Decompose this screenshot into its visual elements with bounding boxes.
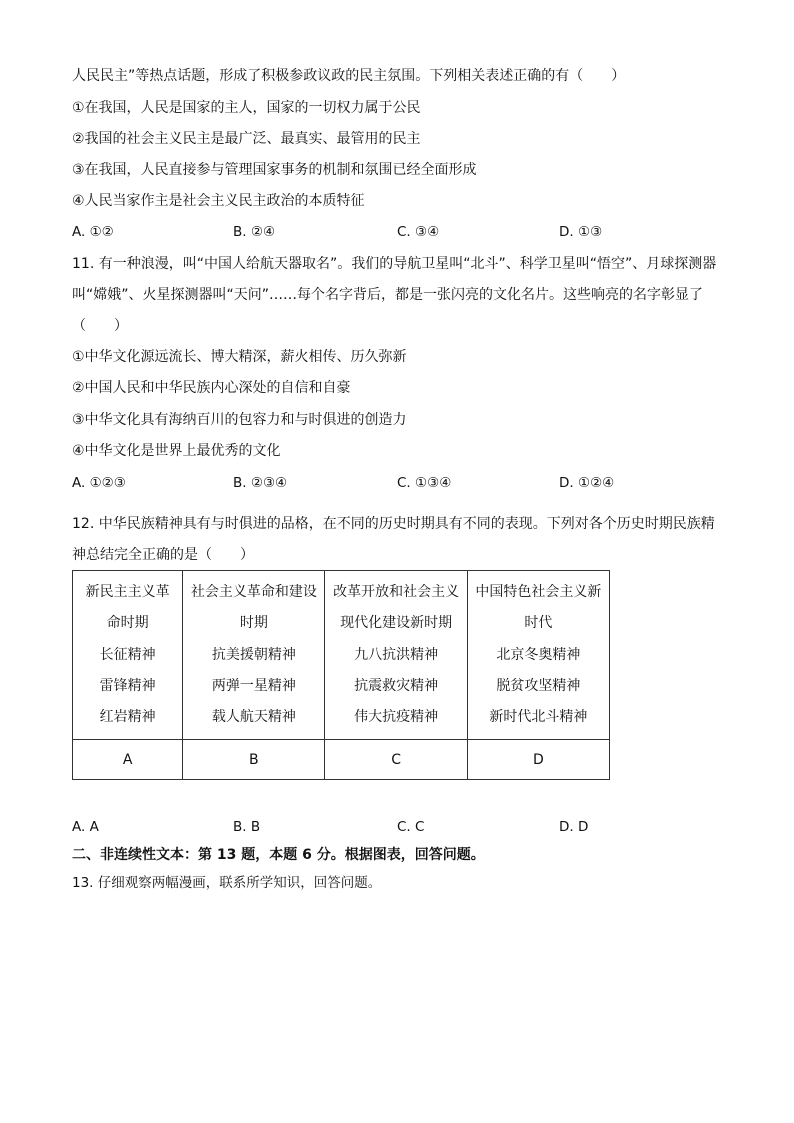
table-row bbox=[73, 740, 610, 780]
cell-line: 北京冬奥精神 bbox=[496, 646, 581, 663]
q10-statement-2: ②我国的社会主义民主是最广泛、最真实、最管用的民主 bbox=[72, 131, 421, 147]
cell-line: 新民主主义革 bbox=[85, 584, 170, 600]
table-cell-letter-b: B bbox=[183, 740, 325, 780]
q12-stem-line-1: 12. 中华民族精神具有与时俱进的品格，在不同的历史时期具有不同的表现。下列对各个历史时期民族精 bbox=[72, 516, 715, 532]
q10-options bbox=[72, 222, 712, 242]
cell-line: 两弹一星精神 bbox=[211, 677, 296, 694]
q12-stem-line-2: 神总结完全正确的是（ ） bbox=[72, 547, 254, 563]
table-cell-letter-d: D bbox=[467, 740, 609, 780]
cell-line: 新时代北斗精神 bbox=[489, 709, 588, 726]
cell-line: 九八抗洪精神 bbox=[354, 646, 439, 663]
q11-statement-4: ④中华文化是世界上最优秀的文化 bbox=[72, 443, 281, 459]
q11-statement-1: ①中华文化源远流长、博大精深，薪火相传、历久弥新 bbox=[72, 349, 407, 365]
cell-line: 长征精神 bbox=[99, 646, 156, 663]
q13-stem: 13. 仔细观察两幅漫画，联系所学知识，回答问题。 bbox=[72, 875, 382, 891]
q10-statement-1: ①在我国，人民是国家的主人，国家的一切权力属于公民 bbox=[72, 100, 421, 116]
q10-option-c[interactable]: C. ③④ bbox=[397, 224, 440, 240]
q11-stem-line-2: 叫“嫦娥”、火星探测器叫“天问”……每个名字背后，都是一张闪亮的文化名片。这些响亮的名字彰显了 bbox=[72, 287, 704, 303]
q12-option-b[interactable]: B. B bbox=[233, 819, 261, 835]
q12-option-a[interactable]: A. A bbox=[72, 819, 99, 835]
cell-line: 脱贫攻坚精神 bbox=[496, 677, 581, 694]
q11-option-a[interactable]: A. ①②③ bbox=[72, 475, 126, 491]
table-cell-column-c bbox=[325, 571, 467, 740]
section-heading: 二、非连续性文本：第 13 题，本题 6 分。根据图表，回答问题。 bbox=[72, 847, 485, 863]
q10-option-b[interactable]: B. ②④ bbox=[233, 224, 276, 240]
q11-statement-3: ③中华文化具有海纳百川的包容力和与时俱进的创造力 bbox=[72, 412, 407, 428]
q12-option-d[interactable]: D. D bbox=[559, 819, 589, 835]
q12-options bbox=[72, 817, 712, 837]
q10-option-a[interactable]: A. ①② bbox=[72, 224, 114, 240]
q11-option-d[interactable]: D. ①②④ bbox=[559, 475, 615, 491]
cell-line: 命时期 bbox=[106, 615, 149, 632]
q11-statement-2: ②中国人民和中华民族内心深处的自信和自豪 bbox=[72, 380, 351, 396]
cell-line: 载人航天精神 bbox=[211, 709, 296, 726]
q10-statement-4: ④人民当家作主是社会主义民主政治的本质特征 bbox=[72, 193, 365, 209]
cell-line: 改革开放和社会主义 bbox=[333, 584, 460, 600]
cell-line: 雷锋精神 bbox=[99, 677, 156, 694]
cell-line: 中国特色社会主义新 bbox=[475, 584, 602, 600]
q10-option-d[interactable]: D. ①③ bbox=[559, 224, 603, 240]
table-cell-letter-c: C bbox=[325, 740, 467, 780]
q10-stem-tail: 人民民主”等热点话题，形成了积极参政议政的民主氛围。下列相关表述正确的有（ ） bbox=[72, 68, 626, 84]
cell-line: 抗美援朝精神 bbox=[211, 646, 296, 663]
cell-line: 伟大抗疫精神 bbox=[354, 709, 439, 726]
table-cell-column-b bbox=[183, 571, 325, 740]
cell-line: 红岩精神 bbox=[99, 709, 156, 726]
cell-line: 时代 bbox=[524, 615, 553, 632]
cell-line: 时期 bbox=[239, 615, 268, 632]
q12-option-c[interactable]: C. C bbox=[397, 819, 425, 835]
table-cell-letter-a: A bbox=[73, 740, 183, 780]
q11-stem-line-1: 11. 有一种浪漫，叫“中国人给航天器取名”。我们的导航卫星叫“北斗”、科学卫星叫“悟空”、月球探测器 bbox=[72, 256, 717, 272]
cell-line: 社会主义革命和建设 bbox=[190, 584, 317, 600]
q10-statement-3: ③在我国，人民直接参与管理国家事务的机制和氛围已经全面形成 bbox=[72, 162, 477, 178]
q11-option-c[interactable]: C. ①③④ bbox=[397, 475, 452, 491]
table-cell-column-d bbox=[467, 571, 609, 740]
q11-stem-line-3: （ ） bbox=[72, 318, 128, 334]
cell-line: 现代化建设新时期 bbox=[340, 615, 453, 632]
spirit-periods-table bbox=[72, 570, 610, 780]
cell-line: 抗震救灾精神 bbox=[354, 677, 439, 694]
table-cell-column-a bbox=[73, 571, 183, 740]
q11-option-b[interactable]: B. ②③④ bbox=[233, 475, 288, 491]
q11-options bbox=[72, 473, 712, 493]
table-row bbox=[73, 571, 610, 740]
